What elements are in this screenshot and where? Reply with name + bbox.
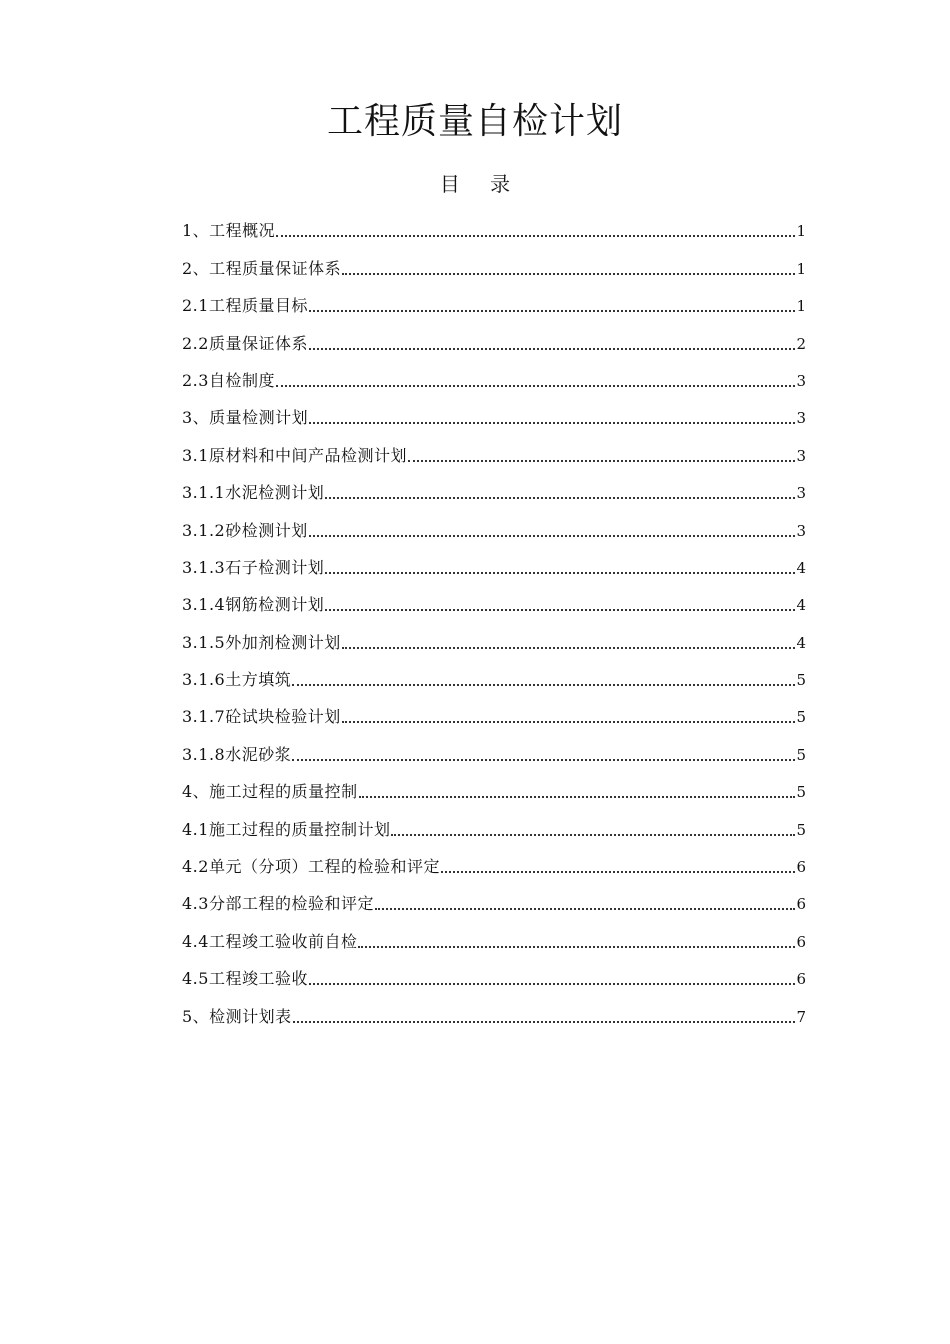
toc-dot-leader: [441, 870, 796, 873]
toc-dot-leader: [293, 1020, 796, 1023]
toc-entry[interactable]: [182, 391, 806, 428]
toc-entry[interactable]: [182, 279, 806, 316]
toc-entry[interactable]: [182, 354, 806, 391]
toc-entry[interactable]: [182, 653, 806, 690]
toc-entry[interactable]: [182, 541, 806, 578]
toc-entry-label: 3.1.4钢筋检测计划: [182, 595, 325, 615]
toc-entry-label: 5、检测计划表: [182, 1006, 292, 1026]
toc-entry[interactable]: [182, 690, 806, 727]
toc-dot-leader: [309, 347, 796, 350]
toc-entry-label: 3.1.3石子检测计划: [182, 557, 325, 577]
toc-entry-label: 4.2单元（分项）工程的检验和评定: [182, 857, 440, 877]
toc-entry-page: 3: [796, 484, 806, 503]
toc-dot-leader: [276, 384, 796, 387]
toc-entry[interactable]: [182, 914, 806, 951]
toc-entry[interactable]: [182, 316, 806, 353]
toc-dot-leader: [325, 608, 795, 611]
toc-entry-page: 7: [796, 1007, 806, 1026]
toc-entry-label: 3.1.1水泥检测计划: [182, 483, 325, 503]
toc-dot-leader: [342, 272, 795, 275]
toc-entry-page: 1: [796, 222, 806, 241]
toc-entry-label: 4、施工过程的质量控制: [182, 782, 358, 802]
toc-entry-page: 5: [796, 820, 806, 839]
toc-entry-label: 3.1原材料和中间产品检测计划: [182, 445, 407, 465]
toc-heading: 目 录: [439, 172, 523, 196]
toc-dot-leader: [391, 833, 795, 836]
toc-entry-page: 3: [796, 446, 806, 465]
toc-entry[interactable]: [182, 840, 806, 877]
toc-entry-page: 1: [796, 259, 806, 278]
toc-entry[interactable]: [182, 989, 806, 1026]
toc-entry-page: 2: [796, 334, 806, 353]
toc-entry-page: 3: [796, 521, 806, 540]
toc-dot-leader: [408, 459, 796, 462]
toc-dot-leader: [325, 496, 795, 499]
toc-entry-page: 5: [796, 745, 806, 764]
toc-entry-label: 1、工程概况: [182, 221, 276, 241]
toc-entry-label: 4.4工程竣工验收前自检: [182, 931, 358, 951]
toc-entry[interactable]: [182, 578, 806, 615]
toc-entry-label: 2.3自检制度: [182, 370, 275, 390]
toc-entry-page: 5: [796, 783, 806, 802]
toc-dot-leader: [358, 945, 795, 948]
toc-entry-page: 4: [796, 558, 806, 577]
toc-dot-leader: [292, 683, 795, 686]
toc-entry[interactable]: [182, 428, 806, 465]
toc-entry-page: 1: [796, 297, 806, 316]
toc-entry[interactable]: [182, 241, 806, 278]
toc-dot-leader: [309, 421, 795, 424]
toc-entry-label: 3、质量检测计划: [182, 408, 309, 428]
toc-entry[interactable]: [182, 727, 806, 764]
toc-entry-page: 5: [796, 708, 806, 727]
toc-dot-leader: [359, 795, 796, 798]
toc-entry[interactable]: [182, 204, 806, 241]
toc-entry[interactable]: [182, 466, 806, 503]
toc-entry[interactable]: [182, 615, 806, 652]
toc-entry-label: 3.1.8水泥砂浆: [182, 744, 292, 764]
toc-entry-label: 3.1.2砂检测计划: [182, 520, 308, 540]
toc-entry-page: 5: [796, 671, 806, 690]
table-of-contents: [182, 204, 806, 1027]
toc-entry-label: 4.3分部工程的检验和评定: [182, 894, 374, 914]
toc-dot-leader: [276, 234, 795, 237]
toc-entry-page: 3: [796, 409, 806, 428]
toc-dot-leader: [309, 982, 796, 985]
toc-entry-label: 3.1.7砼试块检验计划: [182, 707, 341, 727]
toc-entry-label: 4.5工程竣工验收: [182, 969, 308, 989]
toc-dot-leader: [375, 907, 796, 910]
toc-entry[interactable]: [182, 802, 806, 839]
toc-entry-page: 6: [796, 970, 806, 989]
toc-entry[interactable]: [182, 952, 806, 989]
toc-entry-label: 2.1工程质量目标: [182, 296, 308, 316]
toc-entry-page: 4: [796, 596, 806, 615]
toc-entry[interactable]: [182, 503, 806, 540]
toc-entry-label: 2.2质量保证体系: [182, 333, 308, 353]
document-title: 工程质量自检计划: [326, 101, 623, 142]
toc-entry-label: 4.1施工过程的质量控制计划: [182, 819, 391, 839]
toc-dot-leader: [342, 720, 796, 723]
toc-entry-page: 6: [796, 858, 806, 877]
toc-entry-page: 3: [796, 371, 806, 390]
toc-entry-label: 3.1.6土方填筑: [182, 670, 292, 690]
toc-dot-leader: [342, 646, 796, 649]
toc-dot-leader: [325, 571, 795, 574]
toc-dot-leader: [309, 534, 796, 537]
toc-dot-leader: [309, 309, 796, 312]
toc-entry-label: 2、工程质量保证体系: [182, 258, 342, 278]
toc-entry-page: 4: [796, 633, 806, 652]
toc-entry[interactable]: [182, 877, 806, 914]
toc-entry-page: 6: [796, 895, 806, 914]
toc-dot-leader: [292, 758, 795, 761]
toc-entry-page: 6: [796, 932, 806, 951]
toc-entry[interactable]: [182, 765, 806, 802]
toc-entry-label: 3.1.5外加剂检测计划: [182, 632, 341, 652]
